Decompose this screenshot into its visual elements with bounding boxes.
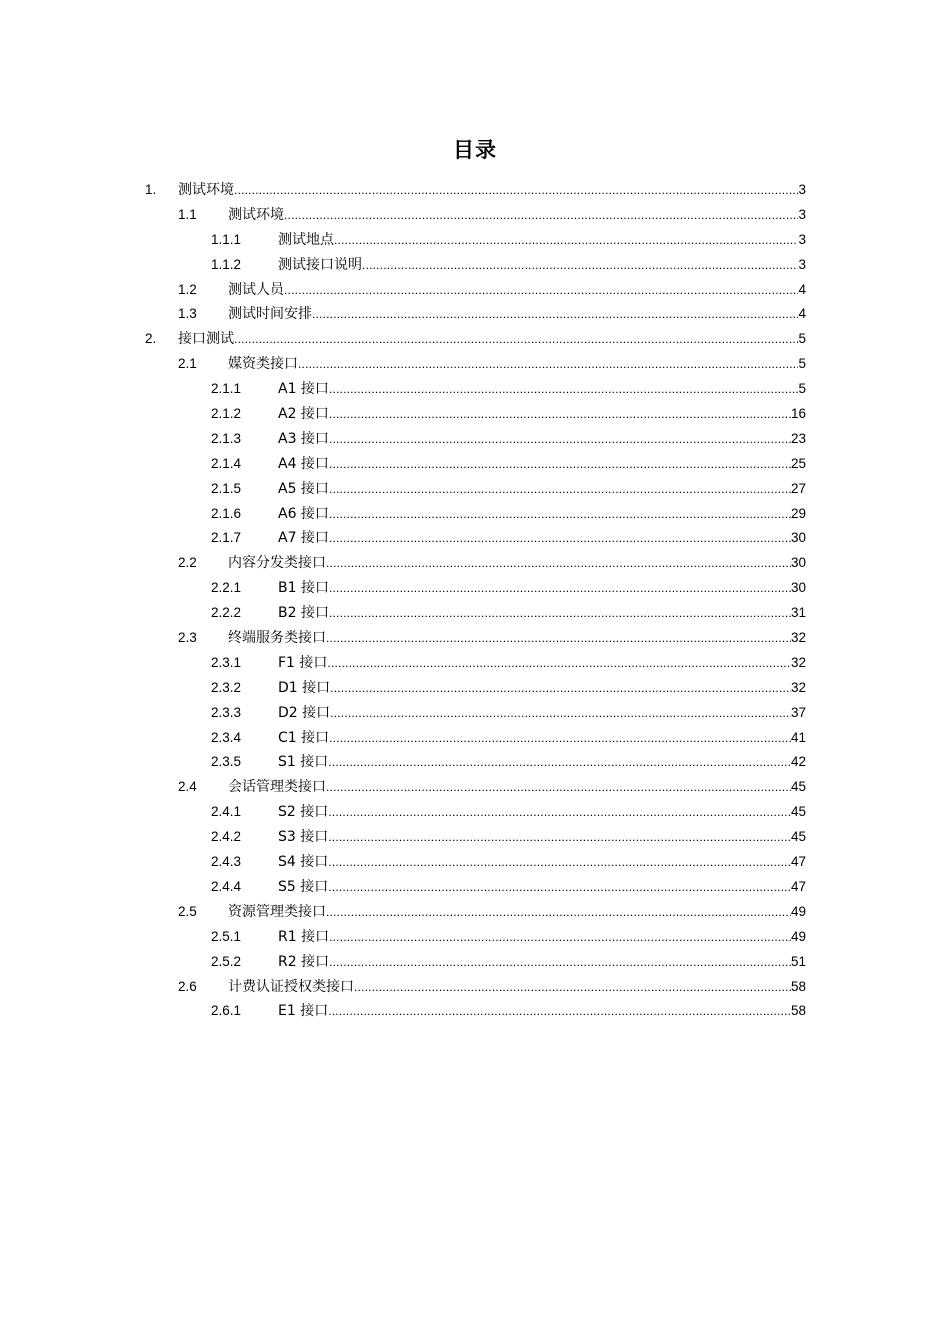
toc-entry[interactable]: [145, 775, 806, 800]
toc-entry-page-number: 25: [790, 455, 806, 471]
toc-entry-label[interactable]: A6 接口: [278, 505, 329, 522]
toc-entry-number: 2.4.3: [211, 854, 242, 870]
toc-entry-page-number: 3: [798, 256, 806, 272]
toc-dot-leader: [328, 825, 791, 850]
toc-dot-leader: [312, 302, 798, 327]
toc-entry-number: 2.5: [178, 903, 197, 919]
toc-entry[interactable]: [145, 651, 806, 676]
toc-entry[interactable]: [145, 551, 806, 576]
toc-entry-body: [228, 352, 806, 377]
toc-dot-leader: [329, 477, 791, 502]
toc-entry-body: [278, 477, 806, 502]
toc-dot-leader: [328, 850, 791, 875]
toc-entry-label[interactable]: E1 接口: [278, 1003, 329, 1020]
toc-entry-number: 2.2.2: [211, 605, 242, 621]
toc-dot-leader: [329, 950, 791, 975]
toc-entry-number: 2.6: [178, 978, 197, 994]
toc-entry[interactable]: [145, 502, 806, 527]
toc-entry-number: 2.3.1: [211, 654, 242, 670]
toc-entry-page-number: 37: [790, 704, 806, 720]
toc-entry[interactable]: [145, 352, 806, 377]
toc-entry-page-number: 23: [790, 430, 806, 446]
toc-entry[interactable]: [145, 750, 806, 775]
toc-dot-leader: [328, 750, 791, 775]
toc-entry-number: 1.: [145, 182, 157, 197]
toc-entry-label[interactable]: S5 接口: [278, 878, 329, 895]
toc-entry-page-number: 45: [790, 829, 806, 845]
toc-dot-leader: [329, 726, 791, 751]
toc-entry-label[interactable]: 测试环境: [228, 206, 284, 223]
toc-entry-label[interactable]: 资源管理类接口: [228, 903, 326, 920]
toc-entry-page-number: 30: [790, 530, 806, 546]
toc-entry-page-number: 5: [798, 331, 806, 347]
toc-entry-page-number: 49: [790, 903, 806, 919]
toc-entry-label[interactable]: R2 接口: [278, 953, 330, 970]
toc-entry[interactable]: [145, 427, 806, 452]
toc-entry-number: 2.5.2: [211, 953, 242, 969]
toc-entry-label[interactable]: A2 接口: [278, 406, 329, 423]
toc-entry-page-number: 31: [790, 605, 806, 621]
toc-entry-number: 2.: [145, 331, 157, 347]
toc-entry-body: [228, 203, 806, 228]
toc-entry-label[interactable]: A5 接口: [278, 480, 329, 497]
toc-entry-page-number: 32: [790, 654, 806, 670]
toc-entry-body: [278, 676, 806, 701]
toc-entry-page-number: 5: [798, 356, 806, 372]
toc-entry-page-number: 45: [790, 779, 806, 795]
toc-entry[interactable]: [145, 178, 806, 203]
toc-entry[interactable]: [145, 825, 806, 850]
toc-dot-leader: [329, 601, 791, 626]
toc-entry[interactable]: [145, 452, 806, 477]
toc-entry[interactable]: [145, 800, 806, 825]
toc-entry[interactable]: [145, 626, 806, 651]
toc-entry-body: [228, 975, 806, 1000]
toc-entry-number: 2.2: [178, 555, 197, 571]
toc-entry-label[interactable]: 接口测试: [178, 331, 234, 348]
toc-dot-leader: [329, 526, 791, 551]
toc-entry-number: 2.1.1: [211, 381, 242, 397]
toc-entry-page-number: 47: [790, 854, 806, 870]
toc-entry-label[interactable]: 终端服务类接口: [228, 630, 326, 647]
toc-entry-body: [278, 825, 806, 850]
toc-entry-number: 2.3.4: [211, 729, 242, 745]
toc-entry-page-number: 41: [790, 729, 806, 745]
toc-entry-page-number: 27: [790, 480, 806, 496]
toc-entry[interactable]: [145, 701, 806, 726]
toc-entry-body: [278, 750, 806, 775]
toc-entry-label[interactable]: R1 接口: [278, 928, 330, 945]
toc-entry[interactable]: [145, 327, 806, 352]
toc-entry-number: 1.3: [178, 306, 197, 322]
toc-entry-body: [228, 900, 806, 925]
toc-dot-leader: [234, 178, 798, 203]
toc-entry-number: 2.1.5: [211, 480, 242, 496]
toc-entry-page-number: 32: [790, 630, 806, 646]
toc-entry-body: [228, 626, 806, 651]
toc-entry-number: 2.3: [178, 630, 197, 646]
toc-entry-label[interactable]: A3 接口: [278, 430, 329, 447]
toc-entry-number: 2.1: [178, 356, 197, 372]
toc-entry-page-number: 45: [790, 804, 806, 820]
toc-dot-leader: [284, 203, 798, 228]
toc-dot-leader: [329, 502, 791, 527]
toc-entry-page-number: 49: [790, 928, 806, 944]
toc-entry[interactable]: [145, 726, 806, 751]
toc-dot-leader: [330, 676, 791, 701]
toc-entry-label[interactable]: B2 接口: [278, 605, 329, 622]
toc-entry-number: 1.1: [178, 206, 197, 222]
toc-entry-label[interactable]: 媒资类接口: [228, 356, 298, 373]
toc-dot-leader: [329, 452, 791, 477]
toc-entry-page-number: 4: [798, 281, 806, 297]
toc-entry-label[interactable]: B1 接口: [278, 580, 329, 597]
toc-entry-body: [278, 402, 806, 427]
toc-entry[interactable]: [145, 975, 806, 1000]
toc-entry-body: [228, 775, 806, 800]
toc-entry-body: [278, 950, 806, 975]
toc-entry-page-number: 47: [790, 878, 806, 894]
toc-dot-leader: [329, 377, 799, 402]
toc-entry-label[interactable]: S2 接口: [278, 804, 329, 821]
toc-entry-number: 2.2.1: [211, 580, 242, 596]
toc-entry-page-number: 3: [798, 231, 806, 247]
toc-dot-leader: [284, 278, 798, 303]
toc-entry-label[interactable]: S4 接口: [278, 854, 329, 871]
toc-entry[interactable]: [145, 377, 806, 402]
toc-entry[interactable]: [145, 875, 806, 900]
toc-dot-leader: [329, 427, 791, 452]
toc-dot-leader: [362, 253, 798, 278]
toc-entry-body: [278, 875, 806, 900]
toc-dot-leader: [329, 925, 791, 950]
toc-entry-number: 1.1.2: [211, 256, 242, 272]
toc-entry-label[interactable]: A1 接口: [278, 381, 329, 398]
toc-entry[interactable]: [145, 900, 806, 925]
toc-entry-number: 2.5.1: [211, 928, 242, 944]
toc-dot-leader: [298, 352, 798, 377]
toc-entry-label[interactable]: C1 接口: [278, 729, 330, 746]
toc-entry-page-number: 30: [790, 555, 806, 571]
toc-entry-label[interactable]: D2 接口: [278, 704, 331, 721]
toc-entry-label[interactable]: 测试人员: [228, 281, 284, 298]
toc-entry-number: 2.4.1: [211, 804, 242, 820]
toc-entry-body: [178, 327, 806, 352]
toc-entry-body: [228, 551, 806, 576]
toc-entry-body: [278, 850, 806, 875]
toc-dot-leader: [328, 999, 791, 1024]
toc-dot-leader: [354, 975, 791, 1000]
toc-dot-leader: [327, 651, 791, 676]
toc-dot-leader: [329, 402, 791, 427]
toc-entry-body: [278, 701, 806, 726]
toc-entry-number: 1.1.1: [211, 231, 242, 247]
toc-entry-body: [228, 302, 806, 327]
toc-entry[interactable]: [145, 925, 806, 950]
toc-dot-leader: [334, 228, 798, 253]
toc-dot-leader: [326, 900, 791, 925]
toc-entry[interactable]: [145, 477, 806, 502]
toc-dot-leader: [328, 800, 791, 825]
toc-dot-leader: [234, 327, 798, 352]
toc-entry[interactable]: [145, 203, 806, 228]
toc-entry-number: 2.1.2: [211, 406, 242, 422]
toc-entry-number: 2.4.4: [211, 878, 242, 894]
toc-entry-label[interactable]: 会话管理类接口: [228, 779, 326, 796]
toc-entry-number: 2.1.7: [211, 530, 242, 546]
toc-entry-label[interactable]: 测试时间安排: [228, 306, 312, 323]
toc-entry-number: 2.1.3: [211, 430, 242, 446]
toc-entry-label[interactable]: 测试环境: [178, 182, 234, 198]
toc-entry[interactable]: [145, 676, 806, 701]
toc-entry-number: 2.1.6: [211, 505, 242, 521]
toc-entry-number: 2.1.4: [211, 455, 242, 471]
toc-entry-body: [278, 999, 806, 1024]
toc-entry-page-number: 3: [798, 206, 806, 222]
toc-entry-body: [278, 601, 806, 626]
toc-entry[interactable]: [145, 601, 806, 626]
toc-entry-body: [278, 800, 806, 825]
toc-entry[interactable]: [145, 999, 806, 1024]
toc-entry-page-number: 5: [798, 381, 806, 397]
toc-entry-page-number: 32: [790, 679, 806, 695]
toc-entry-label[interactable]: 测试地点: [278, 231, 334, 248]
toc-entry[interactable]: [145, 253, 806, 278]
toc-entry-body: [278, 228, 806, 253]
toc-entry-body: [278, 726, 806, 751]
toc-entry-label[interactable]: S1 接口: [278, 754, 329, 771]
toc-entry[interactable]: [145, 526, 806, 551]
toc-entry-body: [178, 178, 806, 203]
table-of-contents: [145, 178, 806, 1024]
toc-entry-number: 2.3.3: [211, 704, 242, 720]
toc-entry-number: 2.6.1: [211, 1003, 242, 1019]
toc-entry-label[interactable]: A7 接口: [278, 530, 329, 547]
toc-entry-page-number: 29: [790, 505, 806, 521]
toc-entry-page-number: 4: [798, 306, 806, 322]
toc-entry-number: 2.4: [178, 779, 197, 795]
toc-dot-leader: [326, 626, 791, 651]
toc-entry[interactable]: [145, 402, 806, 427]
toc-entry-page-number: 42: [790, 754, 806, 770]
toc-entry-body: [278, 253, 806, 278]
toc-entry[interactable]: [145, 228, 806, 253]
toc-entry[interactable]: [145, 850, 806, 875]
toc-entry-number: 2.4.2: [211, 829, 242, 845]
toc-entry-body: [278, 526, 806, 551]
toc-entry-number: 2.3.5: [211, 754, 242, 770]
toc-entry-page-number: 3: [798, 182, 806, 197]
toc-entry-label[interactable]: D1 接口: [278, 679, 331, 696]
toc-entry-body: [278, 377, 806, 402]
toc-entry-number: 2.3.2: [211, 679, 242, 695]
toc-entry-body: [278, 452, 806, 477]
toc-dot-leader: [328, 875, 791, 900]
toc-dot-leader: [330, 701, 791, 726]
toc-entry-page-number: 58: [790, 1003, 806, 1019]
toc-entry-body: [278, 925, 806, 950]
toc-entry[interactable]: [145, 278, 806, 303]
toc-entry-label[interactable]: F1 接口: [278, 654, 328, 671]
toc-entry-label[interactable]: 内容分发类接口: [228, 555, 326, 572]
toc-entry-body: [278, 427, 806, 452]
toc-entry-page-number: 51: [790, 953, 806, 969]
toc-dot-leader: [326, 775, 791, 800]
toc-entry-body: [278, 651, 806, 676]
toc-dot-leader: [326, 551, 791, 576]
toc-entry-body: [278, 502, 806, 527]
toc-entry-body: [278, 576, 806, 601]
toc-entry-label[interactable]: 测试接口说明: [278, 256, 362, 273]
toc-entry-page-number: 30: [790, 580, 806, 596]
toc-entry-page-number: 16: [790, 406, 806, 422]
toc-entry-page-number: 58: [790, 978, 806, 994]
toc-entry[interactable]: [145, 302, 806, 327]
toc-entry[interactable]: [145, 576, 806, 601]
toc-entry-label[interactable]: S3 接口: [278, 829, 329, 846]
toc-title: 目录: [453, 138, 497, 162]
toc-entry[interactable]: [145, 950, 806, 975]
toc-dot-leader: [329, 576, 791, 601]
toc-entry-number: 1.2: [178, 281, 197, 297]
toc-entry-body: [228, 278, 806, 303]
toc-entry-label[interactable]: A4 接口: [278, 455, 329, 472]
toc-entry-label[interactable]: 计费认证授权类接口: [228, 978, 354, 995]
